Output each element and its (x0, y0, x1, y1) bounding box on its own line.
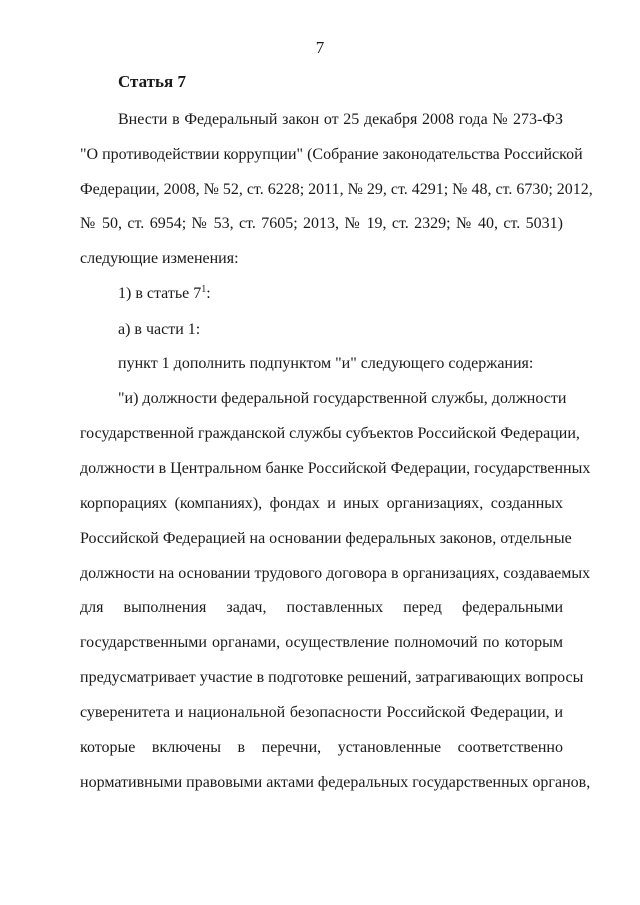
text-line: для выполнения задач, поставленных перед федеральными (80, 599, 563, 616)
text-line: государственными органами, осуществление полномочий по которым (80, 634, 563, 651)
article-heading: Статья 7 (118, 72, 186, 91)
text-line: а) в части 1: (118, 321, 201, 338)
text-line: пункт 1 дополнить подпунктом "и" следующего содержания: (118, 355, 534, 372)
text-line: нормативными правовыми актами федеральных государственных органов, (80, 774, 591, 791)
text-fragment: : (206, 285, 211, 302)
text-line: Внести в Федеральный закон от 25 декабря 2008 года № 273-ФЗ (118, 111, 563, 128)
text-line: Российской Федерацией на основании федеральных законов, отдельные (80, 530, 572, 547)
page-number: 7 (315, 38, 325, 57)
text-line: "и) должности федеральной государственной службы, должности (118, 390, 567, 407)
text-fragment: 1) в статье 7 (118, 285, 202, 302)
text-line: которые включены в перечни, установленные соответственно (80, 739, 563, 756)
text-line: следующие изменения: (80, 250, 239, 267)
text-line: суверенитета и национальной безопасности Российской Федерации, и (80, 704, 563, 721)
text-line: Федерации, 2008, № 52, ст. 6228; 2011, № 29, ст. 4291; № 48, ст. 6730; 2012, (80, 181, 593, 198)
text-line: предусматривает участие в подготовке решений, затрагивающих вопросы (80, 669, 584, 686)
text-line: должности в Центральном банке Российской Федерации, государственных (80, 460, 591, 477)
text-line: корпорациях (компаниях), фондах и иных организациях, созданных (80, 495, 563, 512)
text-line: государственной гражданской службы субъектов Российской Федерации, (80, 425, 580, 442)
text-line (118, 284, 563, 304)
superscript: 1 (201, 284, 207, 295)
text-line: должности на основании трудового договора в организациях, создаваемых (80, 565, 591, 582)
text-line: № 50, ст. 6954; № 53, ст. 7605; 2013, № 19, ст. 2329; № 40, ст. 5031) (80, 215, 563, 232)
text-line: "О противодействии коррупции" (Собрание законодательства Российской (80, 146, 583, 163)
